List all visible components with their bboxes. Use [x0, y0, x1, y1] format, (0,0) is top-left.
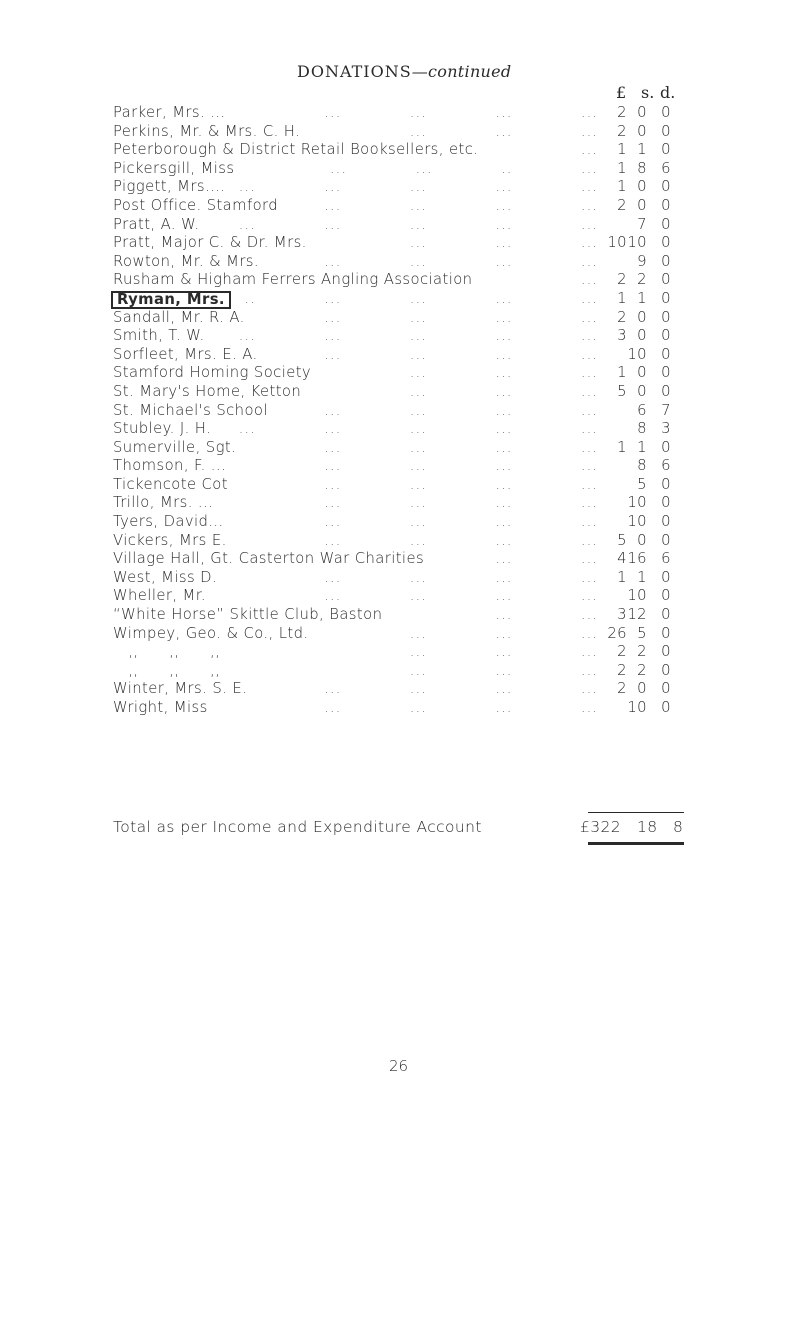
- leader-dots: ... ... ... ...: [324, 587, 598, 605]
- amount-pence: 0: [661, 699, 671, 716]
- amount-pence: 0: [661, 606, 671, 624]
- leader-dots: ... ... ... ... ...: [238, 178, 598, 196]
- leader-dots: ... ...: [495, 606, 598, 624]
- leader-dots: ... ... ... ...: [324, 308, 598, 326]
- amount-shillings: 10: [627, 699, 647, 716]
- table-row: [0, 234, 801, 253]
- leader-dots: ... ... ... ...: [324, 680, 598, 698]
- leader-dots: ... ... ... ...: [324, 438, 598, 456]
- table-row: [0, 625, 801, 644]
- leader-dots: ... ... ...: [409, 234, 598, 252]
- amount-pence: 0: [661, 587, 671, 605]
- leader-dots: ... ... ... ...: [324, 401, 598, 419]
- amount-pence: 0: [661, 327, 671, 345]
- amount-shillings: 0: [637, 531, 647, 549]
- amount-pence: 0: [661, 104, 671, 121]
- table-row: [0, 587, 801, 606]
- donor-name: Parker, Mrs. ...: [113, 104, 226, 121]
- amount-pounds: 1: [617, 141, 627, 159]
- donor-name: Wimpey, Geo. & Co., Ltd.: [113, 624, 309, 642]
- amount-shillings: 9: [637, 252, 647, 270]
- leader-dots: ... ... .. ...: [329, 159, 598, 177]
- amount-shillings: 12: [627, 606, 647, 624]
- amount-pence: 0: [661, 438, 671, 456]
- table-row: [0, 532, 801, 551]
- table-row: [0, 420, 801, 439]
- donor-name: Pratt, Major C. & Dr. Mrs.: [113, 234, 307, 252]
- leader-dots: ... ... ... ...: [324, 494, 598, 512]
- amount-pounds: 1: [617, 289, 627, 307]
- amount-shillings: 0: [637, 364, 647, 382]
- amount-pence: 0: [661, 475, 671, 493]
- table-row: [0, 699, 801, 718]
- leader-dots: ... ... ... ... ...: [238, 327, 598, 345]
- total-row: [113, 818, 713, 836]
- donor-name: Perkins, Mr. & Mrs. C. H.: [113, 122, 301, 140]
- leader-dots: ... ... ... ... ...: [238, 215, 598, 233]
- table-row: [0, 513, 801, 532]
- table-row: [0, 494, 801, 513]
- amount-shillings: 0: [637, 327, 647, 345]
- leader-dots: ... ... ... ...: [324, 104, 598, 121]
- donor-name: Smith, T. W.: [113, 327, 205, 345]
- total-shillings: 18: [637, 818, 658, 836]
- amount-shillings: 2: [637, 661, 647, 679]
- amount-pence: 0: [661, 215, 671, 233]
- page-number: 26: [389, 1057, 409, 1075]
- amount-pence: 6: [661, 457, 671, 475]
- leader-dots: ... ... ...: [409, 661, 598, 679]
- amount-shillings: 10: [627, 234, 647, 252]
- table-row: [0, 402, 801, 421]
- table-row: [0, 123, 801, 142]
- amount-shillings: 1: [637, 438, 647, 456]
- amount-pounds: 2: [617, 680, 627, 698]
- donor-name: St. Mary's Home, Ketton: [113, 382, 302, 400]
- leader-dots: .. ... ... ... ...: [244, 289, 598, 307]
- amount-pounds: 26: [607, 624, 627, 642]
- donor-name: Tickencote Cot: [113, 475, 228, 493]
- amount-pence: 0: [661, 308, 671, 326]
- leader-dots: ... ... ... ...: [324, 531, 598, 549]
- amount-shillings: 0: [637, 122, 647, 140]
- amount-pounds: 2: [617, 308, 627, 326]
- donor-name: Post Office. Stamford: [113, 196, 279, 214]
- donor-name: Winter, Mrs. S. E.: [113, 680, 248, 698]
- leader-dots: ... ... ... ...: [324, 457, 598, 475]
- amount-shillings: 5: [637, 475, 647, 493]
- donor-name: Ryman, Mrs.: [111, 291, 231, 309]
- amount-pence: 0: [661, 680, 671, 698]
- amount-shillings: 8: [637, 159, 647, 177]
- table-row: [0, 271, 801, 290]
- amount-pence: 0: [661, 196, 671, 214]
- amount-pence: 0: [661, 624, 671, 642]
- amount-pence: 0: [661, 364, 671, 382]
- column-header-shillings: s.: [641, 83, 655, 102]
- table-row: [0, 346, 801, 365]
- table-row: [0, 364, 801, 383]
- amount-pounds: 3: [617, 606, 627, 624]
- leader-dots: ... ... ...: [409, 364, 598, 382]
- leader-dots: ... ... ... ...: [324, 513, 598, 531]
- donor-name: ,, ,, ,,: [113, 661, 221, 679]
- leader-dots: ...: [580, 141, 598, 159]
- table-row: [0, 160, 801, 179]
- amount-pence: 0: [661, 234, 671, 252]
- amount-pence: 0: [661, 289, 671, 307]
- amount-pounds: 1: [617, 364, 627, 382]
- donor-name: Sorfleet, Mrs. E. A.: [113, 345, 258, 363]
- amount-shillings: 0: [637, 196, 647, 214]
- column-header-pence: d.: [660, 83, 676, 102]
- amount-pence: 0: [661, 494, 671, 512]
- amount-pence: 0: [661, 178, 671, 196]
- donor-name: Sandall, Mr. R. A.: [113, 308, 245, 326]
- donor-name: ,, ,, ,,: [113, 643, 221, 661]
- table-row: [0, 606, 801, 625]
- amount-shillings: 10: [627, 587, 647, 605]
- amount-pounds: 2: [617, 661, 627, 679]
- leader-dots: ... ... ... ...: [324, 475, 598, 493]
- amount-pence: 0: [661, 122, 671, 140]
- amount-shillings: 7: [637, 215, 647, 233]
- amount-pounds: 5: [617, 531, 627, 549]
- amount-shillings: 0: [637, 178, 647, 196]
- amount-shillings: 1: [637, 568, 647, 586]
- donor-name: Rowton, Mr. & Mrs.: [113, 252, 260, 270]
- amount-pence: 0: [661, 382, 671, 400]
- leader-dots: ... ... ...: [409, 122, 598, 140]
- table-row: [0, 662, 801, 681]
- table-row: [0, 141, 801, 160]
- donations-table: [0, 104, 801, 718]
- donor-name: Trillo, Mrs. ...: [113, 494, 214, 512]
- amount-shillings: 10: [627, 513, 647, 531]
- donor-name: St. Michael's School: [113, 401, 268, 419]
- amount-shillings: 2: [637, 271, 647, 289]
- heading-title: DONATIONS—continued: [297, 62, 512, 81]
- amount-pence: 0: [661, 513, 671, 531]
- amount-pence: 0: [661, 271, 671, 289]
- amount-pence: 0: [661, 141, 671, 159]
- amount-shillings: 0: [637, 680, 647, 698]
- donor-name: Wheller, Mr.: [113, 587, 206, 605]
- table-row: [0, 680, 801, 699]
- table-row: [0, 476, 801, 495]
- amount-shillings: 1: [637, 289, 647, 307]
- amount-pence: 0: [661, 531, 671, 549]
- donor-name: Peterborough & District Retail Booksellers, etc.: [113, 141, 479, 159]
- table-row: [0, 216, 801, 235]
- amount-pounds: 2: [617, 122, 627, 140]
- leader-dots: ...: [580, 271, 598, 289]
- donor-name: West, Miss D.: [113, 568, 218, 586]
- amount-pence: 0: [661, 661, 671, 679]
- donor-name: Piggett, Mrs....: [113, 178, 226, 196]
- donor-name: Tyers, David...: [113, 513, 224, 531]
- amount-shillings: 6: [637, 401, 647, 419]
- donor-name: Rusham & Higham Ferrers Angling Association: [113, 271, 473, 289]
- leader-dots: ... ... ... ...: [324, 196, 598, 214]
- table-row: [0, 104, 801, 123]
- amount-pence: 6: [661, 159, 671, 177]
- amount-pounds: 2: [617, 271, 627, 289]
- amount-pence: 0: [661, 568, 671, 586]
- donor-name: Pratt, A. W.: [113, 215, 200, 233]
- amount-pounds: 3: [617, 327, 627, 345]
- donor-name: Thomson, F. ...: [113, 457, 227, 475]
- total-label: Total as per Income and Expenditure Account: [113, 818, 482, 836]
- amount-pounds: 2: [617, 104, 627, 121]
- donor-name: Village Hall, Gt. Casterton War Charities: [113, 550, 425, 568]
- amount-pounds: 1: [617, 568, 627, 586]
- donor-name: Stamford Homing Society: [113, 364, 312, 382]
- table-row: [0, 178, 801, 197]
- leader-dots: ... ... ...: [409, 382, 598, 400]
- amount-pence: 3: [661, 420, 671, 438]
- leader-dots: ... ... ...: [409, 624, 598, 642]
- table-row: [0, 309, 801, 328]
- total-rule-bottom: [588, 842, 684, 845]
- table-row: [0, 439, 801, 458]
- total-pence: 8: [673, 818, 684, 836]
- amount-pounds: 10: [607, 234, 627, 252]
- table-row: [0, 550, 801, 569]
- table-row: [0, 643, 801, 662]
- table-row: [0, 569, 801, 588]
- table-row: [0, 457, 801, 476]
- amount-pounds: 2: [617, 196, 627, 214]
- amount-shillings: 2: [637, 643, 647, 661]
- amount-pounds: 4: [617, 550, 627, 568]
- donor-name: Wright, Miss: [113, 699, 208, 716]
- amount-pounds: 1: [617, 438, 627, 456]
- amount-pence: 7: [661, 401, 671, 419]
- donor-name: Stubley. J. H.: [113, 420, 212, 438]
- table-row: [0, 253, 801, 272]
- total-rule-top: [588, 812, 684, 813]
- table-row: [0, 383, 801, 402]
- amount-shillings: 8: [637, 420, 647, 438]
- amount-pounds: 2: [617, 643, 627, 661]
- amount-pence: 0: [661, 252, 671, 270]
- leader-dots: ... ... ... ...: [324, 345, 598, 363]
- leader-dots: ... ... ...: [409, 643, 598, 661]
- amount-shillings: 16: [627, 550, 647, 568]
- table-row: [0, 290, 801, 309]
- donor-name: Vickers, Mrs E.: [113, 531, 227, 549]
- amount-pence: 0: [661, 345, 671, 363]
- amount-shillings: 5: [637, 624, 647, 642]
- table-row: [0, 327, 801, 346]
- leader-dots: ... ...: [495, 550, 598, 568]
- leader-dots: ... ... ... ...: [324, 252, 598, 270]
- column-header-pounds: £: [616, 83, 627, 102]
- amount-shillings: 10: [627, 345, 647, 363]
- donor-name: Pickersgill, Miss: [113, 159, 235, 177]
- amount-shillings: 1: [637, 141, 647, 159]
- donor-name: “White Horse” Skittle Club, Baston: [113, 606, 383, 624]
- donor-name: Sumerville, Sgt.: [113, 438, 237, 456]
- leader-dots: ... ... ... ... ...: [238, 420, 598, 438]
- amount-pence: 0: [661, 643, 671, 661]
- leader-dots: ... ... ... ...: [324, 699, 598, 716]
- amount-shillings: 0: [637, 382, 647, 400]
- amount-pounds: 5: [617, 382, 627, 400]
- amount-shillings: 0: [637, 104, 647, 121]
- amount-shillings: 10: [627, 494, 647, 512]
- leader-dots: ... ... ... ...: [324, 568, 598, 586]
- amount-pounds: 1: [617, 159, 627, 177]
- amount-shillings: 0: [637, 308, 647, 326]
- amount-pence: 6: [661, 550, 671, 568]
- amount-pounds: 1: [617, 178, 627, 196]
- table-row: [0, 197, 801, 216]
- amount-shillings: 8: [637, 457, 647, 475]
- total-pounds: £322: [580, 818, 622, 836]
